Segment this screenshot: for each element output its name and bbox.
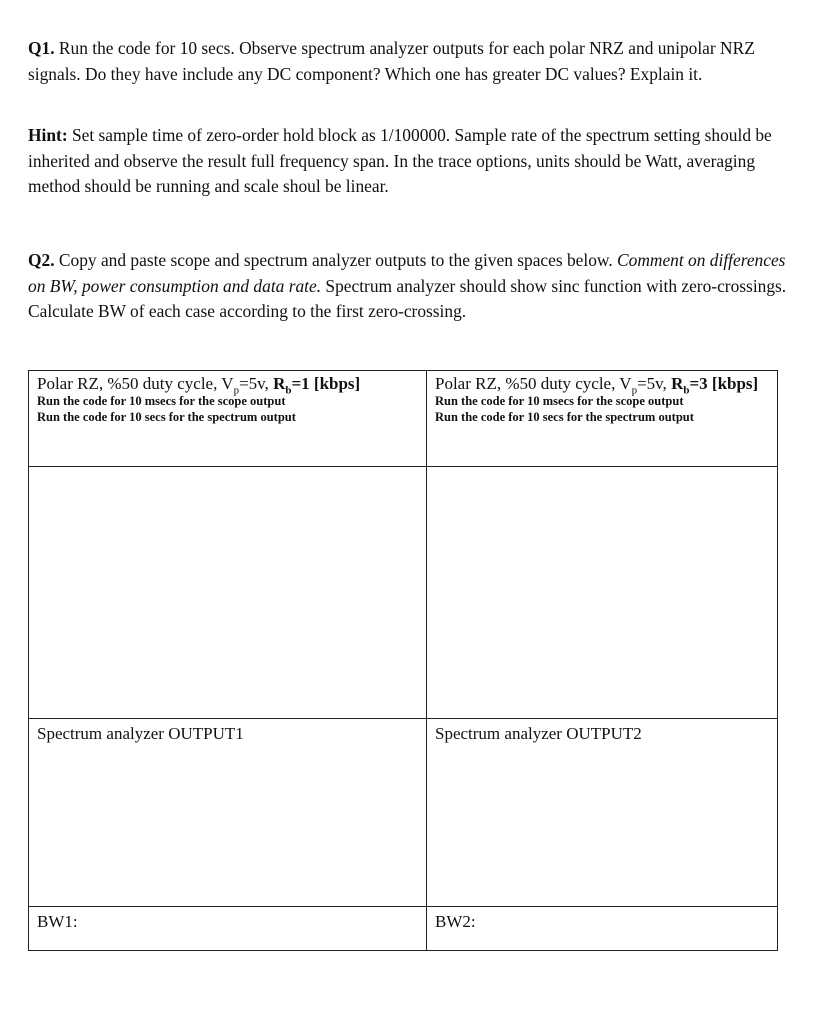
bandwidth-row bbox=[29, 907, 778, 951]
question-2-text-end: Spectrum analyzer should show sinc function with zero-crossings. Calculate BW of each case according to the first zero-crossing. bbox=[28, 275, 787, 321]
case-2-title: Polar RZ, %50 duty cycle, $V_p=5v$, $R_b=3$ [kbps] bbox=[435, 374, 759, 397]
question-2-label: Q2. bbox=[28, 250, 55, 270]
case-1-bw-label: BW1: bbox=[37, 912, 78, 931]
spectrum-output-row bbox=[29, 719, 778, 907]
case-1-header-cell bbox=[29, 371, 427, 467]
answer-table bbox=[28, 370, 778, 951]
case-2-spectrum-label: Spectrum analyzer OUTPUT2 bbox=[435, 724, 642, 743]
hint-label: Hint: bbox=[28, 125, 68, 145]
case-1-scope-note: Run the code for 10 msecs for the scope output bbox=[37, 394, 286, 408]
case-1-bw-cell[interactable] bbox=[29, 907, 427, 951]
scope-output-row bbox=[29, 467, 778, 719]
case-2-header-cell bbox=[427, 371, 778, 467]
hint-text: Set sample time of zero-order hold block as 1/100000. Sample rate of the spectrum setting should be inherited and observe the result full frequency span. In the trace options, units should be Watt, averaging method should be running and scale shoul be linear. bbox=[28, 125, 772, 196]
question-1-label: Q1. bbox=[28, 38, 55, 58]
question-1-text: Run the code for 10 secs. Observe spectrum analyzer outputs for each polar NRZ and unipolar NRZ signals. Do they have include any DC component? Which one has greater DC values? Explain it. bbox=[28, 38, 755, 84]
case-1-spectrum-note: Run the code for 10 secs for the spectrum output bbox=[37, 409, 296, 424]
question-1 bbox=[28, 36, 788, 87]
table-header-row bbox=[29, 371, 778, 467]
case-2-bw-label: BW2: bbox=[435, 912, 476, 931]
case-1-spectrum-output-space[interactable] bbox=[29, 719, 427, 907]
case-1-scope-output-space[interactable] bbox=[29, 467, 427, 719]
case-1-title: Polar RZ, %50 duty cycle, $V_p=5v$, $R_b=1$ [kbps] bbox=[37, 374, 361, 397]
question-2-italic-text: Comment on differences on BW, power consumption and data rate. bbox=[28, 250, 786, 296]
case-2-spectrum-note: Run the code for 10 secs for the spectrum output bbox=[435, 409, 694, 424]
hint-paragraph bbox=[28, 123, 788, 200]
question-2-text: Copy and paste scope and spectrum analyzer outputs to the given spaces below. bbox=[54, 250, 618, 270]
question-2 bbox=[28, 248, 788, 325]
case-2-scope-output-space[interactable] bbox=[427, 467, 778, 719]
case-2-scope-note: Run the code for 10 msecs for the scope output bbox=[435, 394, 684, 408]
case-1-spectrum-label: Spectrum analyzer OUTPUT1 bbox=[37, 724, 244, 743]
case-2-bw-cell[interactable] bbox=[427, 907, 778, 951]
case-2-spectrum-output-space[interactable] bbox=[427, 719, 778, 907]
